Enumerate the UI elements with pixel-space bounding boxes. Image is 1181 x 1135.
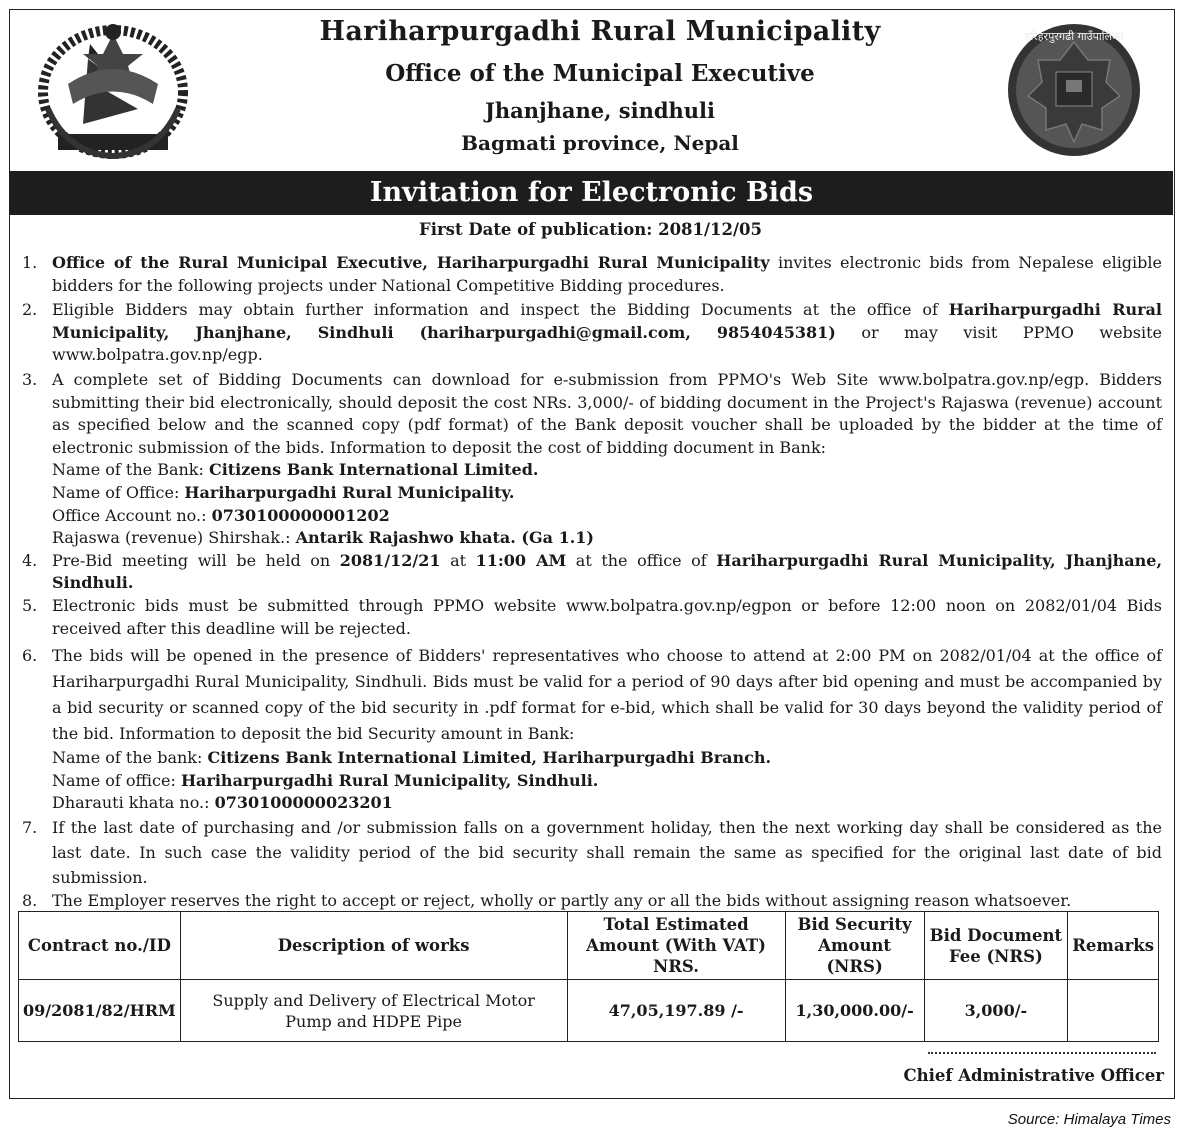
khata-line <box>52 792 1162 815</box>
municipality-seal-icon <box>998 20 1150 160</box>
office-name: Office of the Municipal Executive <box>385 60 815 87</box>
point-2-pre: Eligible Bidders may obtain further information and inspect the Bidding Documents at the office of <box>52 300 949 320</box>
point-number: 1. <box>22 253 38 272</box>
office-value: Hariharpurgadhi Rural Municipality. <box>184 482 515 502</box>
point-number: 8. <box>22 890 38 910</box>
point-6 <box>22 643 1162 815</box>
prebid-time: 11:00 AM <box>475 550 567 570</box>
bid-table <box>18 911 1159 1042</box>
col-remarks: Remarks <box>1068 912 1159 980</box>
point-number: 4. <box>22 550 38 570</box>
cell-remarks <box>1068 980 1159 1042</box>
point-number: 3. <box>22 369 38 389</box>
prebid-location: Hariharpurgadhi Rural Municipality, Jhanjhane, Sindhuli. <box>52 550 1163 593</box>
col-bid-security: Bid Security Amount (NRS) <box>785 912 924 980</box>
point-4-mid2: at the office of <box>566 550 717 570</box>
office-province: Bagmati province, Nepal <box>461 131 739 155</box>
office-label: Name of Office: <box>52 482 185 502</box>
point-number: 2. <box>22 300 38 320</box>
khata-value: 0730100000023201 <box>214 793 393 813</box>
header <box>0 0 1181 170</box>
bid-office-value: Hariharpurgadhi Rural Municipality, Sindhuli. <box>180 770 599 790</box>
cell-estimated-amount: 47,05,197.89 /- <box>567 980 785 1042</box>
publication-date: First Date of publication: 2081/12/05 <box>418 220 762 239</box>
seal-lettering: हरिहरपुरगढी गाउँपालिका <box>1024 30 1124 43</box>
point-1 <box>22 252 1162 297</box>
point-2-contact: Hariharpurgadhi Rural Municipality, Jhanjhane, Sindhuli (hariharpurgadhi@gmail.com, 9854045381) <box>52 300 1162 342</box>
cell-bid-security: 1,30,000.00/- <box>785 980 924 1042</box>
point-8 <box>22 890 1162 913</box>
bid-office-line <box>52 770 1162 793</box>
account-value: 0730100000001202 <box>211 505 390 525</box>
khata-label: Dharauti khata no.: <box>52 793 215 813</box>
bank-line <box>52 459 1162 482</box>
cell-document-fee: 3,000/- <box>924 980 1068 1042</box>
cell-contract-id: 09/2081/82/HRM <box>19 980 181 1042</box>
table-header-row <box>19 912 1159 980</box>
account-label: Office Account no.: <box>52 505 212 525</box>
notice-points <box>22 252 1162 912</box>
col-document-fee: Bid Document Fee (NRS) <box>924 912 1068 980</box>
office-line <box>52 482 1162 505</box>
point-3-text: A complete set of Bidding Documents can download for e-submission from PPMO's Web Site www.bolpatra.gov.np/egp. Bidders submitting their bid electronically, should deposit the cost NRs. 3,000/- of bidding document in the Project's Rajaswa (revenue) account as specified below and the scanned copy (pdf format) of the Bank deposit voucher shall be uploaded by the bidder at the time of electronic submission of the bids. Information to deposit the cost of bidding document in Bank: <box>52 369 1162 457</box>
point-number: 5. <box>22 595 38 615</box>
notice-title-banner: Invitation for Electronic Bids <box>10 171 1173 215</box>
account-line <box>52 505 1162 528</box>
rajaswa-label: Rajaswa (revenue) Shirshak.: <box>52 528 296 548</box>
point-number: 6. <box>22 646 38 666</box>
point-3 <box>22 369 1162 550</box>
cell-description: Supply and Delivery of Electrical Motor Pump and HDPE Pipe <box>180 980 567 1042</box>
point-4-pre: Pre-Bid meeting will be held on <box>52 550 340 570</box>
col-estimated-amount: Total Estimated Amount (With VAT) NRS. <box>567 912 785 980</box>
municipality-name: Hariharpurgadhi Rural Municipality <box>319 16 881 47</box>
table-row <box>19 980 1159 1042</box>
rajaswa-line <box>52 527 1162 550</box>
point-2-post: or may visit PPMO website www.bolpatra.gov.np/egp. <box>52 322 1163 365</box>
rajaswa-value: Antarik Rajashwo khata. (Ga 1.1) <box>295 528 594 548</box>
bid-bank-label: Name of the bank: <box>52 748 208 768</box>
signature-line <box>928 1052 1156 1054</box>
nepal-emblem-icon <box>28 14 198 164</box>
bid-bank-value: Citizens Bank International Limited, Hariharpurgadhi Branch. <box>207 748 772 768</box>
point-5 <box>22 595 1162 640</box>
bid-bank-line <box>52 747 1162 770</box>
bank-value: Citizens Bank International Limited. <box>208 460 539 480</box>
signer-title: Chief Administrative Officer <box>903 1066 1164 1085</box>
point-8-text: The Employer reserves the right to accept or reject, wholly or partly any or all the bids without assigning reason whatsoever. <box>52 890 1072 910</box>
point-7 <box>22 815 1162 890</box>
source-credit: Source: Himalaya Times <box>1007 1111 1171 1128</box>
point-number: 7. <box>22 817 38 837</box>
col-contract-id: Contract no./ID <box>19 912 181 980</box>
point-1-bold: Office of the Rural Municipal Executive, Hariharpurgadhi Rural Municipality <box>52 253 770 272</box>
bid-office-label: Name of office: <box>52 770 181 790</box>
point-7-text: If the last date of purchasing and /or submission falls on a government holiday, then the next working day shall be considered as the last date. In such case the validity period of the bid security shall remain the same as specified for the original last date of bid submission. <box>52 817 1162 887</box>
bank-label: Name of the Bank: <box>52 460 209 480</box>
prebid-date: 2081/12/21 <box>339 550 441 570</box>
point-4 <box>22 550 1162 595</box>
col-description: Description of works <box>180 912 567 980</box>
point-5-text: Electronic bids must be submitted through PPMO website www.bolpatra.gov.np/egpon or before 12:00 noon on 2082/01/04 Bids received after this deadline will be rejected. <box>52 595 1162 638</box>
point-1-text: invites electronic bids from Nepalese eligible bidders for the following projects under National Competitive Bidding procedures. <box>52 253 1162 295</box>
office-location: Jhanjhane, sindhuli <box>484 98 716 123</box>
point-2 <box>22 299 1162 367</box>
point-4-mid: at <box>440 550 476 570</box>
point-6-text: The bids will be opened in the presence of Bidders' representatives who choose to attend at 2:00 PM on 2082/01/04 at the office of Hariharpurgadhi Rural Municipality, Sindhuli. Bids must be valid for a period of 90 days after bid opening and must be accompanied by a bid security or scanned copy of the bid security in .pdf format for e-bid, which shall be valid for 30 days beyond the validity period of the bid. Information to deposit the bid Security amount in Bank: <box>52 646 1162 744</box>
